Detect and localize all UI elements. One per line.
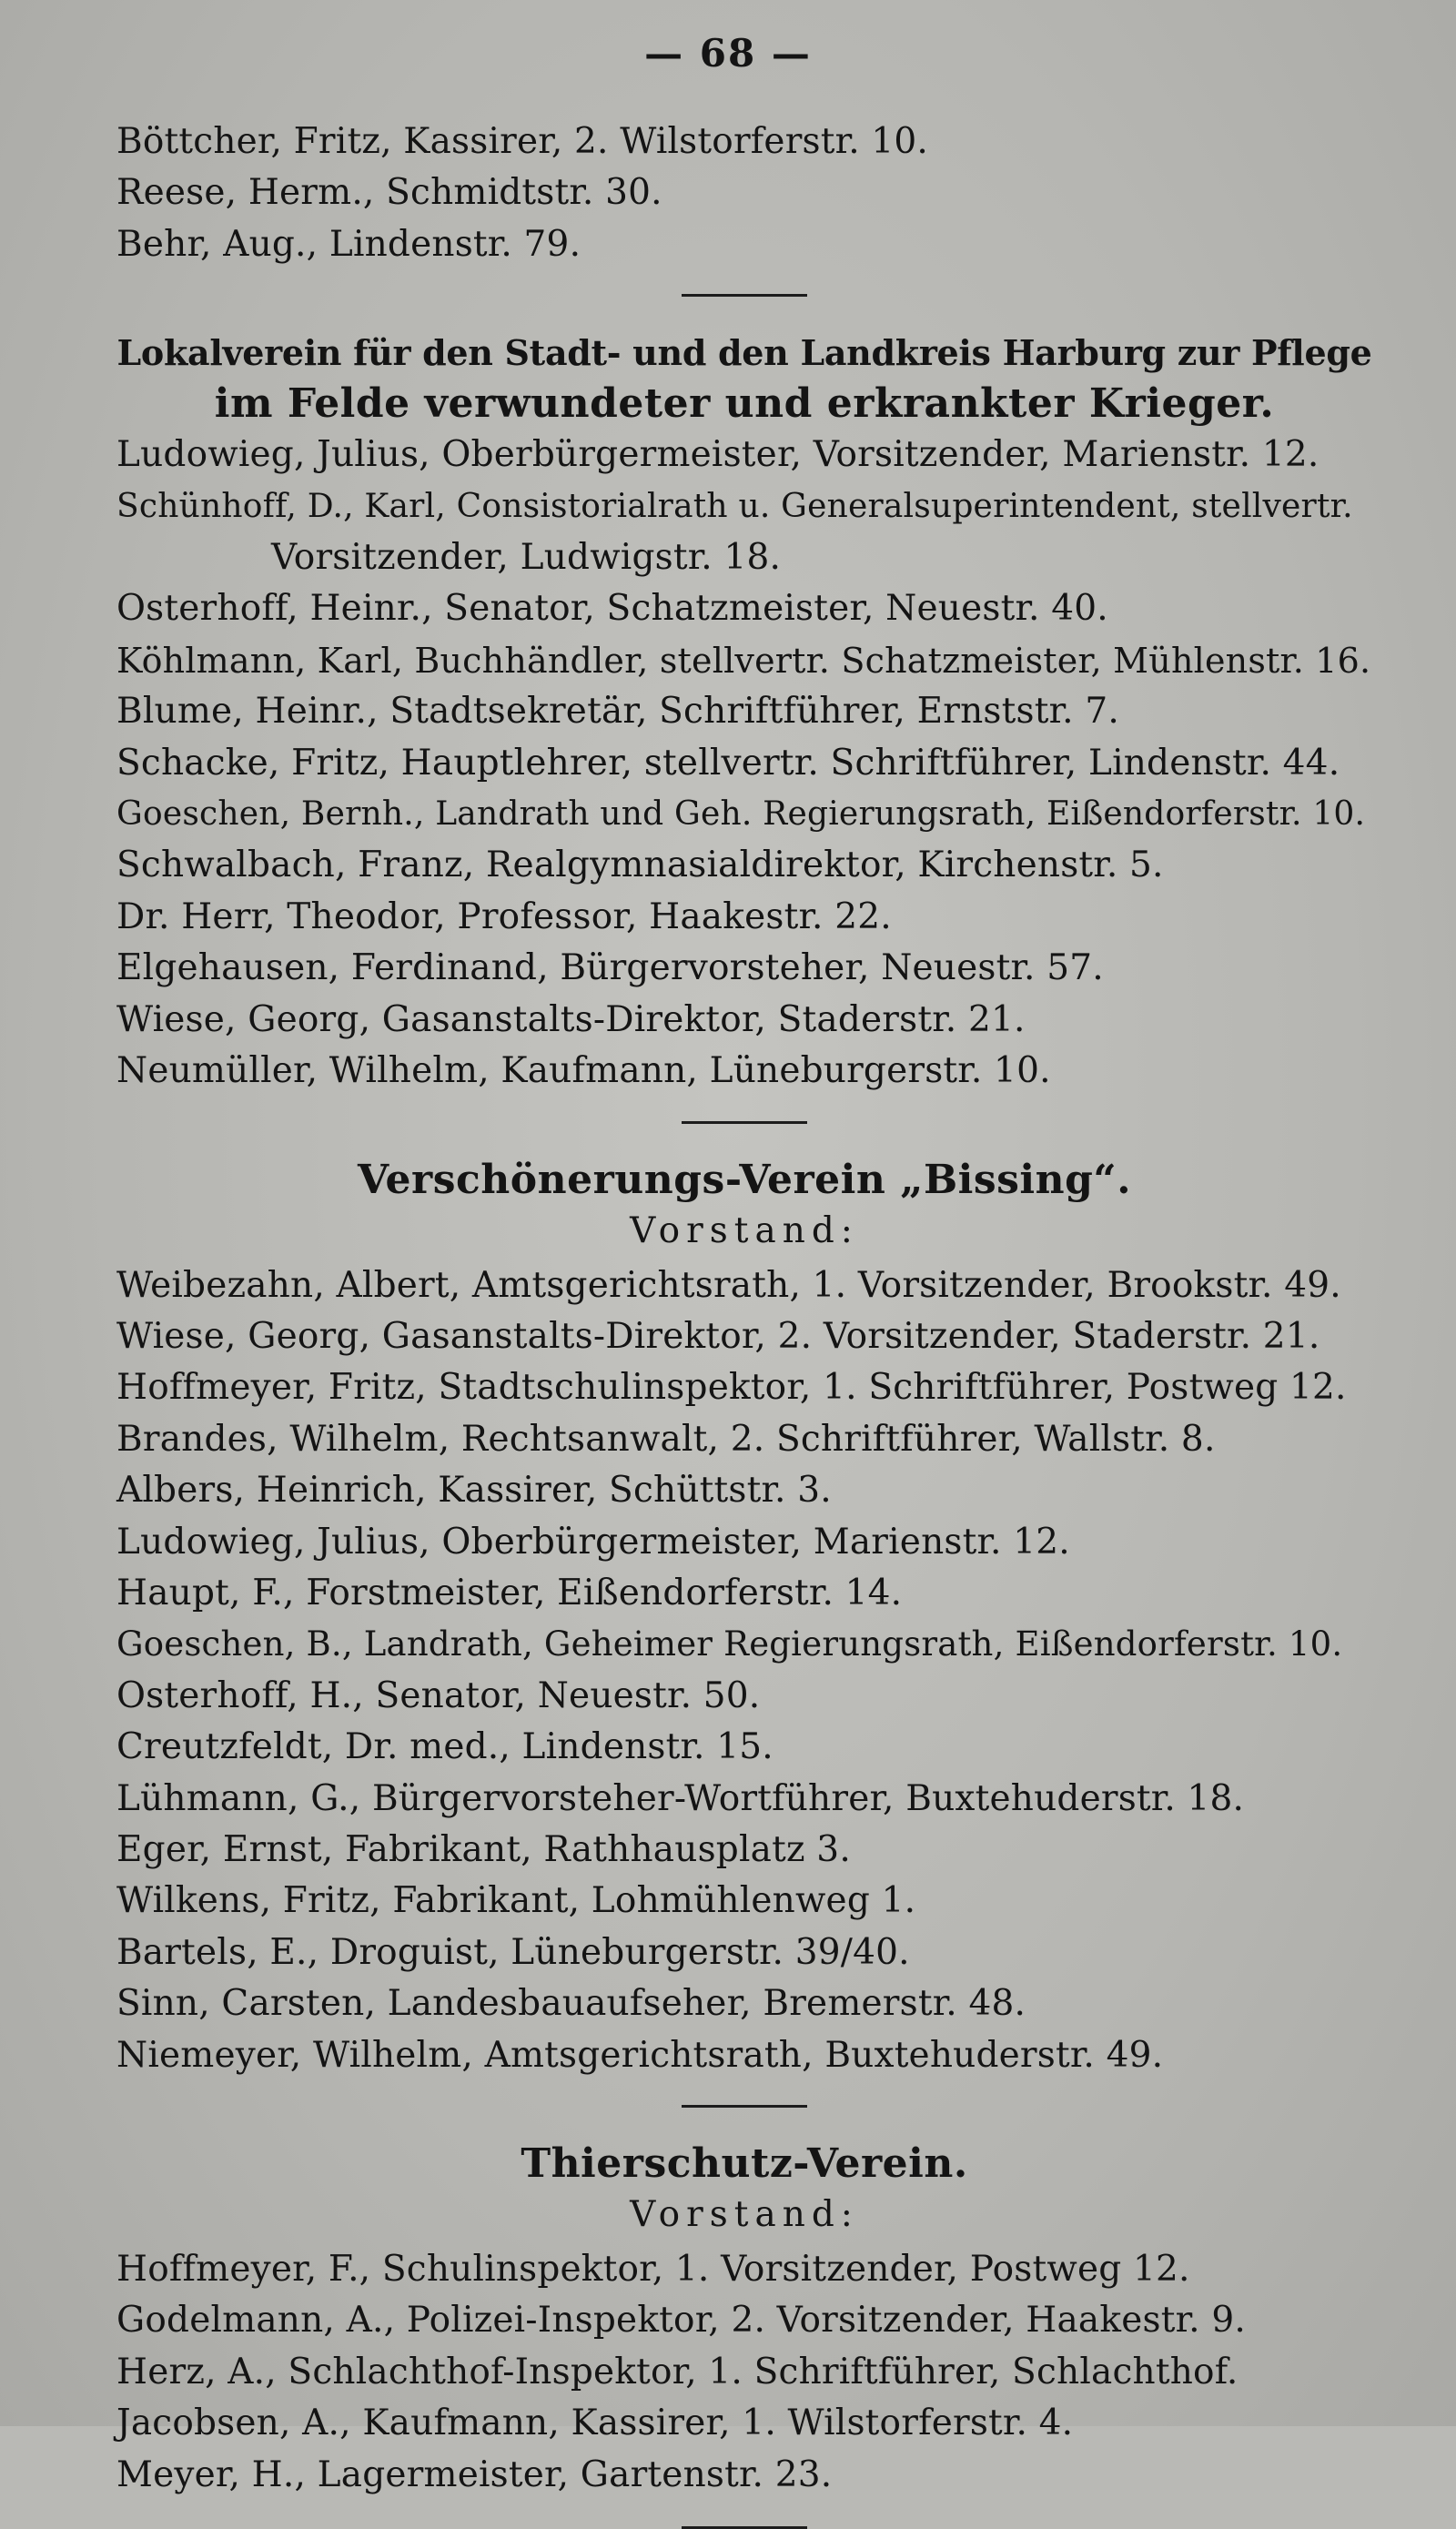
list-item: Vorsitzender, Ludwigstr. 18.	[271, 537, 782, 579]
list-item: Godelmann, A., Polizei-Inspektor, 2. Vorsitzender, Haakestr. 9.	[116, 2300, 1246, 2342]
section-title-line1: Lokalverein für den Stadt- und den Landkreis Harburg zur Pflege	[116, 332, 1372, 374]
list-item: Wilkens, Fritz, Fabrikant, Lohmühlenweg 1.	[116, 1880, 916, 1922]
section-thierschutz-verein	[116, 2139, 1372, 2501]
list-item: Brandes, Wilhelm, Rechtsanwalt, 2. Schriftführer, Wallstr. 8.	[116, 1418, 1216, 1460]
list-item: Köhlmann, Karl, Buchhändler, stellvertr. Schatzmeister, Mühlenstr. 16.	[116, 640, 1371, 681]
list-item: Eger, Ernst, Fabrikant, Rathhausplatz 3.	[116, 1828, 851, 1870]
list-item: Haupt, F., Forstmeister, Eißendorferstr. 14.	[116, 1572, 903, 1614]
section-lokalverein	[116, 328, 1372, 1097]
list-item: Goeschen, Bernh., Landrath und Geh. Regierungsrath, Eißendorferstr. 10.	[116, 795, 1366, 834]
list-item: Sinn, Carsten, Landesbauaufseher, Bremerstr. 48.	[116, 1983, 1026, 2025]
list-item: Dr. Herr, Theodor, Professor, Haakestr. 22.	[116, 895, 892, 937]
section-divider	[682, 294, 807, 297]
section-verschoenerungs-verein	[116, 1155, 1372, 2082]
list-item: Elgehausen, Ferdinand, Bürgervorsteher, Neuestr. 57.	[116, 947, 1104, 989]
list-item: Ludowieg, Julius, Oberbürgermeister, Marienstr. 12.	[116, 1521, 1070, 1563]
section-title-line2: im Felde verwundeter und erkrankter Krieger.	[214, 380, 1275, 428]
list-item: Lühmann, G., Bürgervorsteher-Wortführer, Buxtehuderstr. 18.	[116, 1777, 1245, 1819]
intro-list	[116, 116, 1372, 270]
list-item: Goeschen, B., Landrath, Geheimer Regierungsrath, Eißendorferstr. 10.	[116, 1624, 1343, 1664]
list-item: Albers, Heinrich, Kassirer, Schüttstr. 3.	[116, 1470, 832, 1512]
list-item: Hoffmeyer, Fritz, Stadtschulinspektor, 1. Schriftführer, Postweg 12.	[116, 1367, 1347, 1409]
list-item: Weibezahn, Albert, Amtsgerichtsrath, 1. Vorsitzender, Brookstr. 49.	[116, 1264, 1341, 1306]
list-item: Niemeyer, Wilhelm, Amtsgerichtsrath, Buxtehuderstr. 49.	[116, 2034, 1164, 2076]
list-item: Schwalbach, Franz, Realgymnasialdirektor, Kirchenstr. 5.	[116, 845, 1164, 886]
section-subtitle: Vorstand:	[630, 2194, 859, 2235]
list-item: Meyer, H., Lagermeister, Gartenstr. 23.	[116, 2453, 833, 2495]
list-item: Osterhoff, Heinr., Senator, Schatzmeister, Neuestr. 40.	[116, 588, 1108, 630]
section-title: Verschönerungs-Verein „Bissing“.	[357, 1156, 1132, 1203]
list-item: Wiese, Georg, Gasanstalts-Direktor, 2. Vorsitzender, Staderstr. 21.	[116, 1315, 1320, 1357]
list-item: Jacobsen, A., Kaufmann, Kassirer, 1. Wilstorferstr. 4.	[116, 2403, 1074, 2444]
list-item: Böttcher, Fritz, Kassirer, 2. Wilstorferstr. 10.	[116, 121, 929, 162]
list-item: Hoffmeyer, F., Schulinspektor, 1. Vorsitzender, Postweg 12.	[116, 2249, 1190, 2290]
section-subtitle: Vorstand:	[630, 1209, 859, 1251]
list-item: Wiese, Georg, Gasanstalts-Direktor, Staderstr. 21.	[116, 998, 1026, 1040]
list-item: Herz, A., Schlachthof-Inspektor, 1. Schriftführer, Schlachthof.	[116, 2351, 1239, 2392]
list-item: Creutzfeldt, Dr. med., Lindenstr. 15.	[116, 1726, 774, 1768]
list-item: Ludowieg, Julius, Oberbürgermeister, Vorsitzender, Marienstr. 12.	[116, 434, 1320, 476]
list-item: Behr, Aug., Lindenstr. 79.	[116, 223, 581, 265]
list-item: Blume, Heinr., Stadtsekretär, Schriftführer, Ernststr. 7.	[116, 691, 1119, 733]
list-item: Bartels, E., Droguist, Lüneburgerstr. 39/40.	[116, 1931, 910, 1973]
section-divider	[682, 1121, 807, 1124]
list-item: Osterhoff, H., Senator, Neuestr. 50.	[116, 1674, 761, 1716]
section-title: Thierschutz-Verein.	[521, 2140, 968, 2187]
list-item: Neumüller, Wilhelm, Kaufmann, Lüneburgerstr. 10.	[116, 1050, 1051, 1092]
section-divider	[682, 2105, 807, 2108]
list-item: Reese, Herm., Schmidtstr. 30.	[116, 172, 662, 214]
page-number: — 68 —	[644, 31, 812, 76]
list-item: Schünhoff, D., Karl, Consistorialrath u. Generalsuperintendent, stellvertr.	[116, 487, 1353, 525]
list-item: Schacke, Fritz, Hauptlehrer, stellvertr. Schriftführer, Lindenstr. 44.	[116, 742, 1340, 784]
page-content	[116, 116, 1372, 2529]
